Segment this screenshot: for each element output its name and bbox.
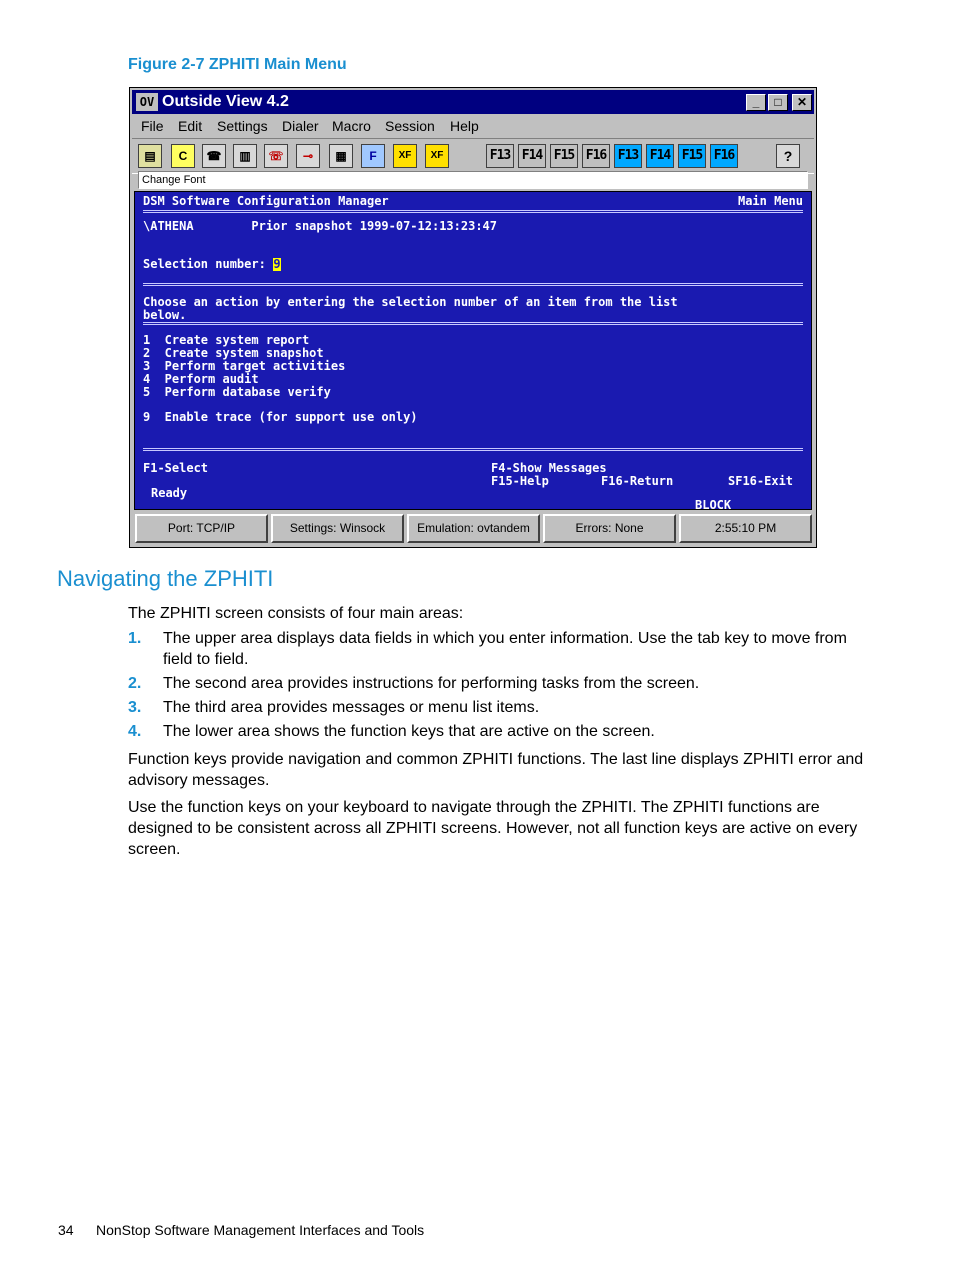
section-heading: Navigating the ZPHITI <box>57 566 274 591</box>
list-text: The third area provides messages or menu list items. <box>163 699 540 716</box>
maximize-button[interactable]: □ <box>768 94 788 111</box>
menu-option-5[interactable]: 5 Perform database verify <box>143 385 331 399</box>
sf16-exit[interactable]: SF16-Exit <box>728 474 794 488</box>
status-port: Port: TCP/IP <box>135 514 268 543</box>
status-errors: Errors: None <box>543 514 676 543</box>
f16-return[interactable]: F16-Return <box>601 474 674 488</box>
shift-f15-key[interactable]: F15 <box>678 144 706 168</box>
function-keys-paragraph: Function keys provide navigation and common ZPHITI functions. The last line displays ZPHITI error and advisory messages. <box>128 751 864 789</box>
menu-edit[interactable]: Edit <box>178 118 203 134</box>
font-icon[interactable]: F <box>361 144 385 168</box>
transfer-receive-icon[interactable]: XF <box>425 144 449 168</box>
transfer-icon[interactable]: XF <box>393 144 417 168</box>
selection-field[interactable] <box>143 258 281 271</box>
copy-icon[interactable]: C <box>171 144 195 168</box>
intro-paragraph: The ZPHITI screen consists of four main areas: <box>128 605 464 622</box>
terminal-screen[interactable] <box>134 191 812 510</box>
screen-header-title: DSM Software Configuration Manager <box>143 194 389 208</box>
menu-option-3[interactable]: 3 Perform target activities <box>143 359 346 373</box>
footer-title: NonStop Software Management Interfaces and Tools <box>96 1222 425 1238</box>
list-text: The second area provides instructions for performing tasks from the screen. <box>163 675 700 692</box>
block-mode: BLOCK <box>695 498 732 512</box>
selection-input[interactable]: 9 <box>273 257 281 271</box>
status-settings: Settings: Winsock <box>271 514 404 543</box>
f4-show-messages[interactable]: F4-Show Messages <box>491 461 607 475</box>
f14-key[interactable]: F14 <box>518 144 546 168</box>
help-icon[interactable]: ? <box>776 144 800 168</box>
f1-select[interactable]: F1-Select <box>143 461 209 475</box>
divider <box>143 448 803 451</box>
menu-settings[interactable]: Settings <box>217 118 268 134</box>
instruction-line-1: Choose an action by entering the selection number of an item from the list <box>143 295 678 309</box>
f16-key[interactable]: F16 <box>582 144 610 168</box>
system-line: \ATHENA Prior snapshot 1999-07-12:13:23:47 <box>143 219 498 233</box>
menu-option-9[interactable]: 9 Enable trace (for support use only) <box>143 410 418 424</box>
page-number: 34 <box>58 1222 74 1238</box>
status-bar <box>134 514 814 544</box>
status-clock: 2:55:10 PM <box>679 514 812 543</box>
menu-option-4[interactable]: 4 Perform audit <box>143 372 259 386</box>
outside-view-window <box>129 87 817 548</box>
shift-f13-key[interactable]: F13 <box>614 144 642 168</box>
shift-f16-key[interactable]: F16 <box>710 144 738 168</box>
f15-help[interactable]: F15-Help <box>491 474 549 488</box>
app-icon[interactable]: OV <box>136 93 158 111</box>
change-font-field[interactable]: Change Font <box>138 171 808 189</box>
f13-key[interactable]: F13 <box>486 144 514 168</box>
navigation-paragraph: Use the function keys on your keyboard to navigate through the ZPHITI. The ZPHITI functions are designed to be consistent across all ZPHITI screens. However, not all function keys are active on every screen. <box>128 799 858 858</box>
list-number: 2. <box>128 675 142 692</box>
menu-session[interactable]: Session <box>385 118 435 134</box>
menu-file[interactable]: File <box>141 118 164 134</box>
list-number: 4. <box>128 723 142 740</box>
divider <box>143 322 803 325</box>
minimize-button[interactable]: _ <box>746 94 766 111</box>
list-text: The upper area displays data fields in which you enter information. Use the tab key to move from field to field. <box>163 630 847 668</box>
figure-caption: Figure 2-7 ZPHITI Main Menu <box>128 56 347 73</box>
divider <box>143 283 803 286</box>
instruction-line-2: below. <box>143 308 187 322</box>
list-text: The lower area shows the function keys that are active on the screen. <box>163 723 655 740</box>
window-title: Outside View 4.2 <box>162 93 289 110</box>
menu-bar <box>132 115 814 137</box>
book-icon[interactable]: ▥ <box>233 144 257 168</box>
menu-macro[interactable]: Macro <box>332 118 371 134</box>
connect-icon[interactable]: ⊸ <box>296 144 320 168</box>
menu-dialer[interactable]: Dialer <box>282 118 319 134</box>
close-button[interactable]: ✕ <box>792 94 812 111</box>
status-emulation: Emulation: ovtandem <box>407 514 540 543</box>
screen-header-menu: Main Menu <box>737 194 803 208</box>
print-icon[interactable]: ▤ <box>138 144 162 168</box>
divider <box>143 210 803 213</box>
list-number: 1. <box>128 630 142 647</box>
selection-label: Selection number: <box>143 257 274 271</box>
list-number: 3. <box>128 699 142 716</box>
keypad-icon[interactable]: ▦ <box>329 144 353 168</box>
menu-help[interactable]: Help <box>450 118 479 134</box>
f15-key[interactable]: F15 <box>550 144 578 168</box>
toolbar <box>132 138 814 174</box>
title-bar[interactable] <box>132 90 814 114</box>
shift-f14-key[interactable]: F14 <box>646 144 674 168</box>
phone-icon[interactable]: ☎ <box>202 144 226 168</box>
dialer-icon[interactable]: ☏ <box>264 144 288 168</box>
menu-option-2[interactable]: 2 Create system snapshot <box>143 346 324 360</box>
ready-status: Ready <box>151 486 188 500</box>
menu-option-1[interactable]: 1 Create system report <box>143 333 310 347</box>
